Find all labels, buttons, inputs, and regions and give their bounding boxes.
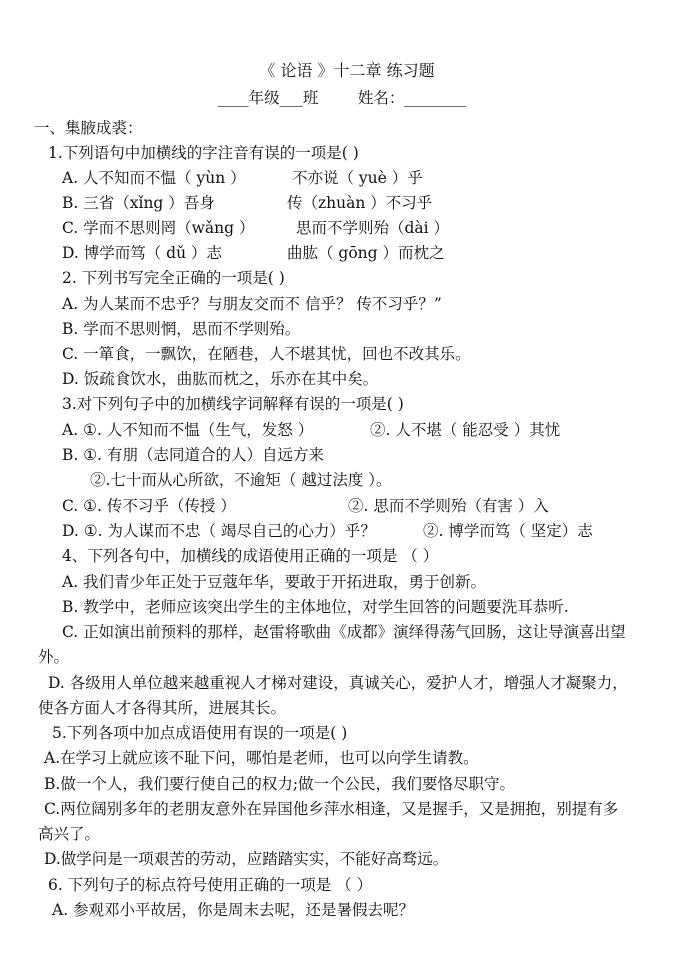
q1-stem: 1.下列语句中加横线的字注音有误的一项是( ) <box>48 144 359 162</box>
q4-option-c-1: C. 正如演出前预料的那样，赵雷将歌曲《成都》演绎得荡气回肠，这让导演喜出望 <box>62 623 626 641</box>
q2-option-d: D. 饭疏食饮水，曲肱而枕之，乐亦在其中矣。 <box>62 370 379 388</box>
q3-option-c-2: ②. 思而不学则殆（有害 ）入 <box>348 497 549 515</box>
q5-option-a: A.在学习上就应该不耻下问，哪怕是老师，也可以向学生请教。 <box>44 749 479 767</box>
q3-stem: 3.对下列句子中的加横线字词解释有误的一项是( ) <box>62 395 404 413</box>
q5-option-d: D.做学问是一项艰苦的劳动，应踏踏实实，不能好高骛远。 <box>44 850 449 868</box>
q1-option-d-1: D. 博学而笃（ dǔ ）志 <box>62 244 222 262</box>
q4-stem: 4、下列各句中，加横线的成语使用正确的一项是 （ ） <box>62 547 439 565</box>
q2-option-a: A. 为人某而不忠乎？与朋友交而不 信乎？ 传不习乎？” <box>62 295 442 313</box>
q5-option-c-1: C.两位阔别多年的老朋友意外在异国他乡萍水相逢，又是握手，又是拥抱，别提有多 <box>44 800 619 818</box>
q3-option-b-1: B. ①. 有朋（志同道合的人）自远方来 <box>62 446 324 464</box>
q6-stem: 6. 下列句子的标点符号使用正确的一项是 （ ） <box>48 876 373 894</box>
q2-option-c: C. 一箪食，一飘饮，在陋巷，人不堪其忧，回也不改其乐。 <box>62 345 471 363</box>
q3-option-b-2: ②.七十而从心所欲，不逾矩（ 越过法度 ）。 <box>90 471 392 489</box>
section-heading: 一、集腋成裘： <box>34 119 143 137</box>
q1-option-a-1: A. 人不知而不愠（ yùn ） <box>62 169 246 187</box>
q1-option-b-2: 传（zhuàn ）不习乎 <box>287 194 433 212</box>
q5-option-b: B.做一个人，我们要行使自己的权力;做一个公民，我们要恪尽职守。 <box>44 775 516 793</box>
q1-option-a-2: 不亦说（ yuè ）乎 <box>292 169 423 187</box>
q3-option-a-2: ②. 人不堪（ 能忍受 ）其忧 <box>370 421 561 439</box>
q4-option-c-2: 外。 <box>38 648 70 666</box>
q3-option-d-2: ②. 博学而笃（ 坚定）志 <box>423 522 593 540</box>
q3-option-a-1: A. ①. 人不知而不愠（生气，发怒 ） <box>62 421 314 439</box>
q1-option-c-1: C. 学而不思则罔（wǎng ） <box>62 219 255 237</box>
grade-name-line: ____年级___班 姓名：________ <box>217 89 467 107</box>
q4-option-b: B. 教学中，老师应该突出学生的主体地位，对学生回答的问题要洗耳恭听. <box>62 598 569 616</box>
q1-option-d-2: 曲肱（ gōng ）而枕之 <box>287 244 445 262</box>
q4-option-a: A. 我们青少年正处于豆蔻年华，要敢于开拓进取，勇于创新。 <box>62 573 487 591</box>
q3-option-d-1: D. ①. 为人谋而不忠（ 竭尽自己的心力）乎？ <box>62 522 376 540</box>
q5-stem: 5.下列各项中加点成语使用有误的一项是( ) <box>52 724 348 742</box>
q5-option-c-2: 高兴了。 <box>38 825 101 843</box>
q2-option-b: B. 学而不思则惘，思而不学则殆。 <box>62 320 301 338</box>
q4-option-d-1: D. 各级用人单位越来越重视人才梯对建设，真诚关心，爱护人才，增强人才凝聚力， <box>48 674 628 692</box>
q6-option-a: A. 参观邓小平故居，你是周末去呢，还是暑假去呢？ <box>52 901 415 919</box>
page-title: 《 论语 》十二章 练习题 <box>259 61 435 80</box>
q1-option-c-2: 思而不学则殆（dài ） <box>296 219 450 237</box>
q4-option-d-2: 使各方面人才各得其所，进展其长。 <box>38 699 287 717</box>
q3-option-c-1: C. ①. 传不习乎（传授 ） <box>62 497 236 515</box>
q2-stem: 2. 下列书写完全正确的一项是( ) <box>62 269 285 287</box>
q1-option-b-1: B. 三省（xǐng ）吾身 <box>62 194 215 212</box>
